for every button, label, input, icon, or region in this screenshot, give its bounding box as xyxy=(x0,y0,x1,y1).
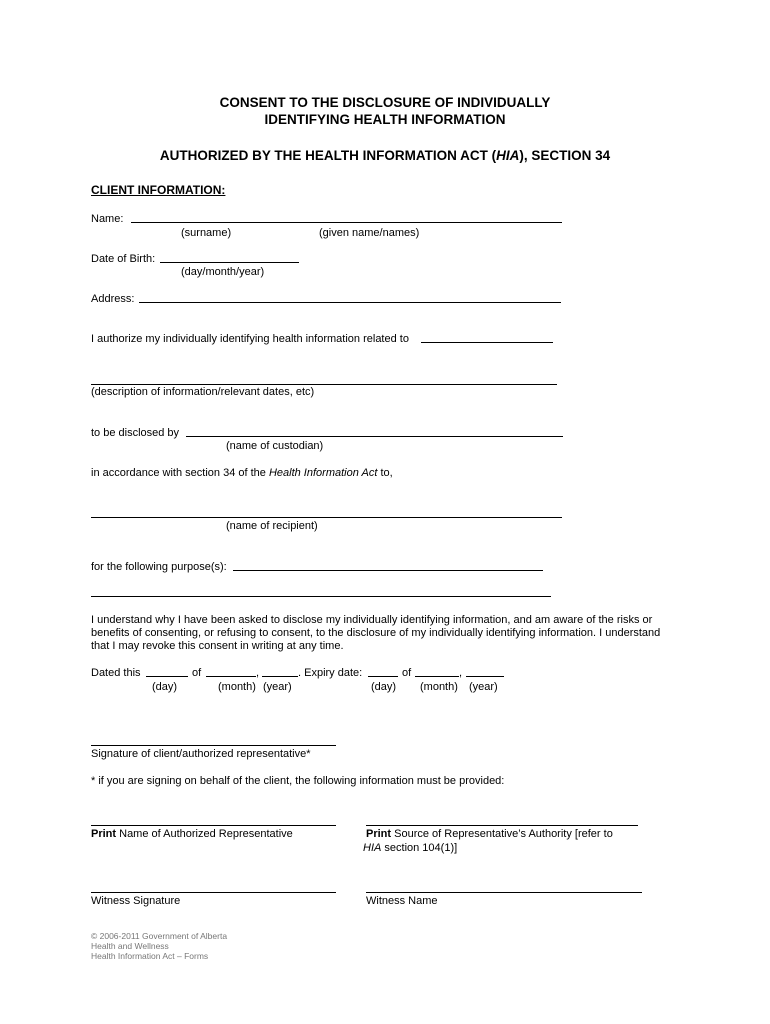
client-info-heading: CLIENT INFORMATION: xyxy=(91,183,226,197)
witness-signature-caption: Witness Signature xyxy=(91,895,181,907)
surname-caption: (surname) xyxy=(181,227,232,239)
description-caption: (description of information/relevant dates, etc) xyxy=(91,386,315,398)
name-label: Name: xyxy=(91,213,124,225)
print-source-caption xyxy=(366,828,613,841)
purpose-label: for the following purpose(s): xyxy=(91,561,227,573)
custodian-caption: (name of custodian) xyxy=(226,440,324,452)
recipient-field-line[interactable] xyxy=(91,517,562,518)
print-source-caption-line2 xyxy=(363,842,457,855)
dated-this-label: Dated this xyxy=(91,667,141,679)
witness-name-caption: Witness Name xyxy=(366,895,438,907)
footer-forms: Health Information Act – Forms xyxy=(91,951,209,961)
authorized-hia: HIA xyxy=(496,148,520,163)
print-name-caption xyxy=(91,828,293,841)
dob-label: Date of Birth: xyxy=(91,253,156,265)
expiry-year-line[interactable] xyxy=(466,676,504,677)
dated-month-caption: (month) xyxy=(218,681,256,693)
related-to-field-line[interactable] xyxy=(421,342,553,343)
rep-name-line[interactable] xyxy=(91,825,336,826)
purpose-field-line-1[interactable] xyxy=(233,570,543,571)
print-word-1: Print xyxy=(91,828,117,840)
dob-field-line[interactable] xyxy=(160,262,299,263)
witness-signature-line[interactable] xyxy=(91,892,336,893)
accordance-act: Health Information Act xyxy=(268,467,378,479)
rep-authority-line[interactable] xyxy=(366,825,638,826)
dated-day-caption: (day) xyxy=(152,681,178,693)
print-source-section: section 104(1)] xyxy=(381,842,458,854)
authorize-text: I authorize my individually identifying health information related to xyxy=(91,333,409,345)
accordance-text xyxy=(91,467,393,480)
expiry-day-caption: (day) xyxy=(371,681,397,693)
expiry-month-caption: (month) xyxy=(420,681,458,693)
authorized-prefix: AUTHORIZED BY THE HEALTH INFORMATION ACT ( xyxy=(159,148,497,163)
recipient-caption: (name of recipient) xyxy=(226,520,318,532)
dated-day-line[interactable] xyxy=(146,676,188,677)
dated-year-line[interactable] xyxy=(262,676,298,677)
behalf-note: * if you are signing on behalf of the client, the following information must be provided: xyxy=(91,775,505,787)
signature-caption: Signature of client/authorized representative* xyxy=(91,748,311,760)
description-field-line[interactable] xyxy=(91,384,557,385)
expiry-month-line[interactable] xyxy=(415,676,459,677)
accordance-prefix: in accordance with section 34 of the xyxy=(91,467,266,479)
client-signature-line[interactable] xyxy=(91,745,336,746)
expiry-year-caption: (year) xyxy=(469,681,498,693)
form-title-line2: IDENTIFYING HEALTH INFORMATION xyxy=(264,112,506,127)
disclosed-by-label: to be disclosed by xyxy=(91,427,180,439)
dob-caption: (day/month/year) xyxy=(181,266,265,278)
purpose-field-line-2[interactable] xyxy=(91,596,551,597)
print-source-hia: HIA xyxy=(363,842,382,854)
dated-month-line[interactable] xyxy=(206,676,256,677)
footer-copyright: © 2006-2011 Government of Alberta xyxy=(91,931,228,941)
name-field-line[interactable] xyxy=(131,222,562,223)
authorized-by-heading xyxy=(0,148,770,164)
footer-department: Health and Wellness xyxy=(91,941,169,951)
custodian-field-line[interactable] xyxy=(186,436,563,437)
accordance-suffix: to, xyxy=(380,467,393,479)
print-word-2: Print xyxy=(366,828,392,840)
dated-year-caption: (year) xyxy=(263,681,292,693)
expiry-of: of xyxy=(402,667,412,679)
given-name-caption: (given name/names) xyxy=(319,227,420,239)
print-source-rest: Source of Representative’s Authority [refer to xyxy=(391,828,613,840)
expiry-comma: , xyxy=(459,667,463,679)
expiry-day-line[interactable] xyxy=(368,676,398,677)
authorized-suffix: ), SECTION 34 xyxy=(519,148,611,163)
witness-name-line[interactable] xyxy=(366,892,642,893)
expiry-date-label: . Expiry date: xyxy=(298,667,363,679)
print-name-rest: Name of Authorized Representative xyxy=(116,828,293,840)
dated-comma-1: , xyxy=(256,667,260,679)
form-title-line1: CONSENT TO THE DISCLOSURE OF INDIVIDUALLY xyxy=(219,95,551,110)
understand-paragraph: I understand why I have been asked to disclose my individually identifying information, and am aware of the risks or benefits of consenting, or refusing to consent, to the disclosure of my individually identifying information. I understand that I may revoke this consent in writing at any time. xyxy=(91,614,661,652)
address-field-line[interactable] xyxy=(139,302,561,303)
dated-of-1: of xyxy=(192,667,202,679)
address-label: Address: xyxy=(91,293,135,305)
